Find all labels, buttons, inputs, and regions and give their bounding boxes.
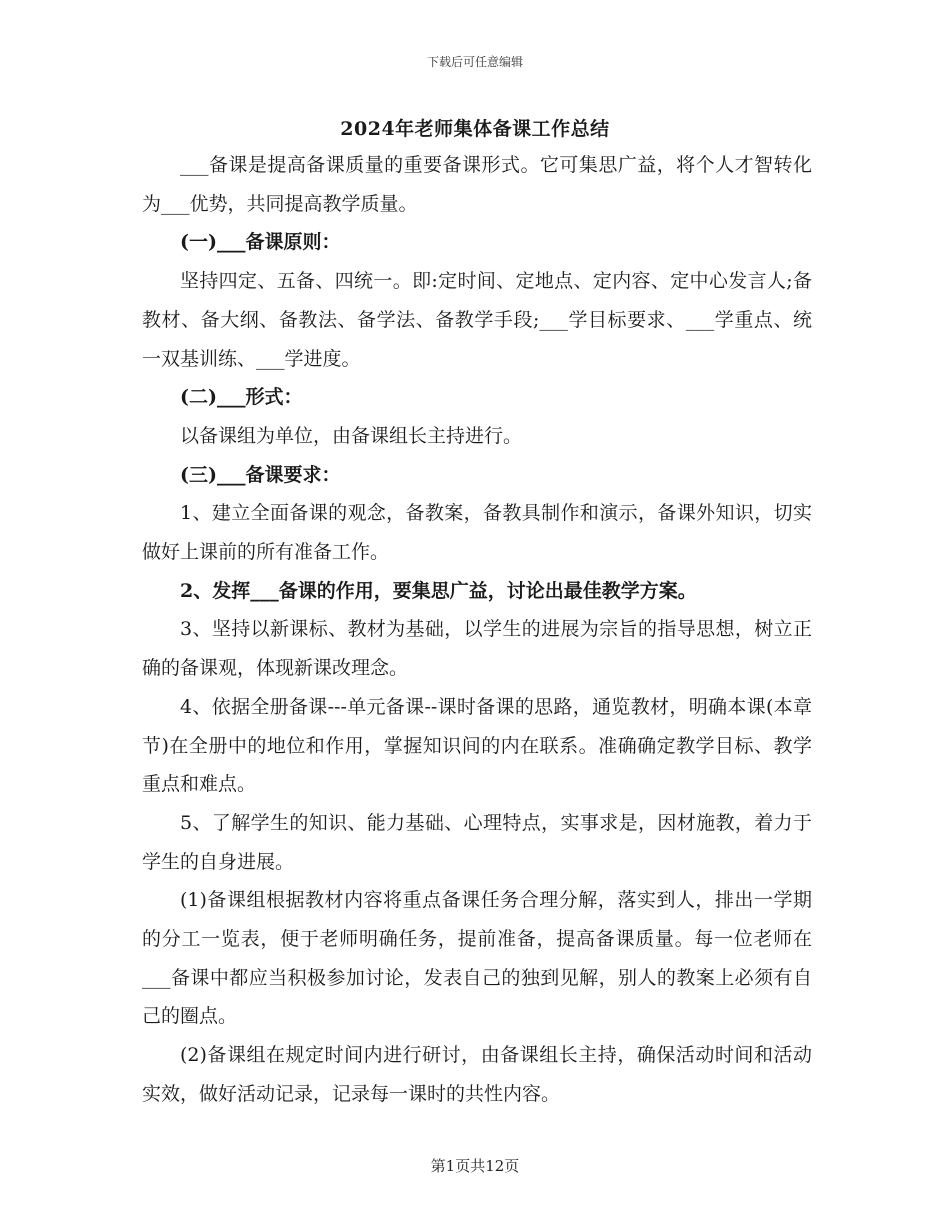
paragraph-requirement-2: 2、发挥___备课的作用，要集思广益，讨论出最佳教学方案。: [180, 579, 697, 602]
document-title: 2024年老师集体备课工作总结: [340, 118, 610, 140]
paragraph-requirement-4: 4、依据全册备课---单元备课--课时备课的思路，通览教材，明确本课(本章节)在全册中的地位和作用，掌握知识间的内在联系。准确确定教学目标、教学重点和难点。: [142, 695, 812, 796]
document-body: [142, 146, 812, 1114]
paragraph-sub-item-1: (1)备课组根据教材内容将重点备课任务合理分解，落实到人，排出一学期的分工一览表，便于老师明确任务，提前准备，提高备课质量。每一位老师在___备课中都应当积极参加讨论，发表自己的独到见解，别人的教案上必须有自己的圈点。: [142, 889, 812, 1028]
header-note: 下载后可任意编辑: [426, 55, 523, 69]
section-heading-principles: (一)___备课原则：: [180, 231, 341, 254]
paragraph-intro: ___备课是提高备课质量的重要备课形式。它可集思广益，将个人才智转化为___优势，共同提高教学质量。: [142, 154, 812, 215]
paragraph-requirement-3: 3、坚持以新课标、教材为基础，以学生的进展为宗旨的指导思想，树立正确的备课观，体现新课改理念。: [142, 618, 812, 680]
section-heading-requirements: (三)___备课要求：: [180, 463, 341, 486]
section-heading-form: (二)___形式：: [180, 386, 303, 409]
paragraph-requirement-5: 5、了解学生的知识、能力基础、心理特点，实事求是，因材施教，着力于学生的自身进展。: [142, 811, 812, 873]
page-indicator: 第1页共12页: [430, 1157, 520, 1175]
paragraph-sub-item-2: (2)备课组在规定时间内进行研讨，由备课组长主持，确保活动时间和活动实效，做好活动记录，记录每一课时的共性内容。: [142, 1044, 812, 1105]
paragraph-principles: 坚持四定、五备、四统一。即:定时间、定地点、定内容、定中心发言人;备教材、备大纲、备教法、备学法、备教学手段;___学目标要求、___学重点、统一双基训练、___学进度。: [142, 270, 812, 370]
paragraph-requirement-1: 1、建立全面备课的观念，备教案，备教具制作和演示，备课外知识，切实做好上课前的所有准备工作。: [142, 502, 812, 564]
paragraph-form: 以备课组为单位，由备课组长主持进行。: [180, 424, 523, 447]
